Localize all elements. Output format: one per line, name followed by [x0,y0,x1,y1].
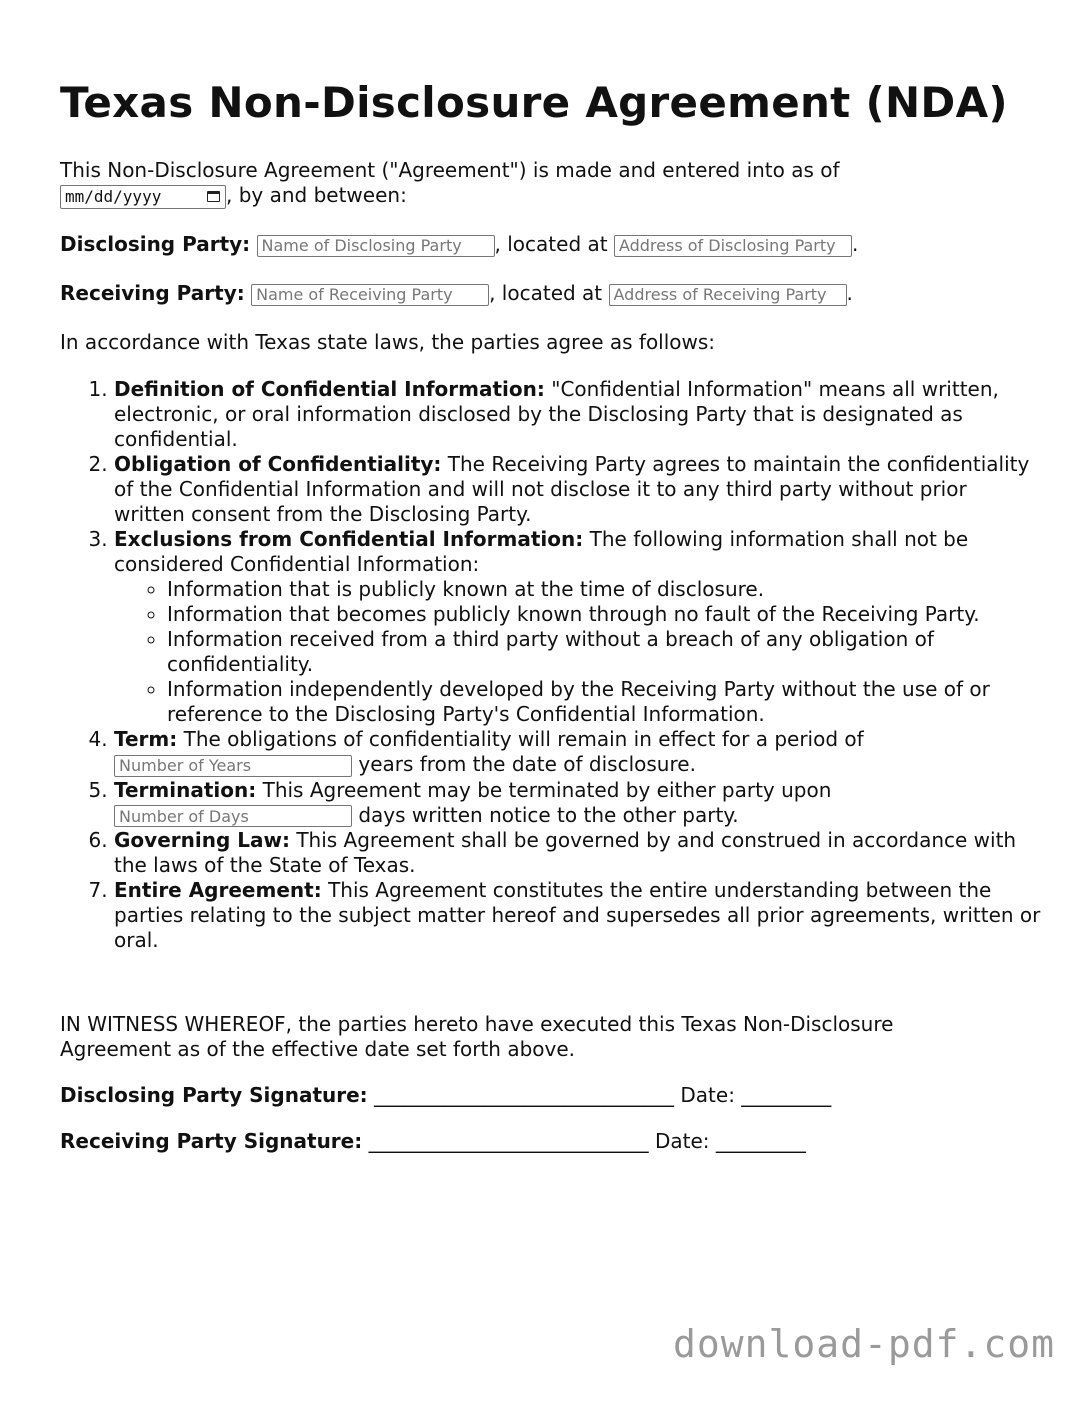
term-item [114,727,1042,778]
term-after-text: days written notice to the other party. [358,802,739,827]
receiving-party-address-input[interactable] [609,284,847,306]
term-title: Definition of Confidential Information: [114,377,545,401]
term-item [114,828,1042,878]
located-at-text: , located at [489,281,603,305]
intro-after-date: , by and between: [226,183,407,207]
period: . [846,281,853,305]
disclosing-party-address-input[interactable] [614,235,852,257]
accordance-text: In accordance with Texas state laws, the parties agree as follows: [60,330,716,354]
number-of-years-input[interactable] [114,755,352,777]
term-item [114,778,1042,829]
term-text: This Agreement constitutes the entire understanding between the parties relating to the subject matter hereof and supersedes all prior agreements, written or oral. [114,878,1041,952]
disclosing-party-line [60,232,858,257]
date-label: Date: [654,1129,710,1153]
receiving-party-name-input[interactable] [251,284,489,306]
term-item [114,452,1042,527]
period: . [851,232,859,256]
term-title: Exclusions from Confidential Information: [114,527,584,551]
signature-blank: ____________________________ [368,1129,649,1153]
receiving-signature-label: Receiving Party Signature: [60,1129,363,1153]
calendar-icon[interactable] [207,191,220,202]
signature-blank: ______________________________ [374,1083,675,1107]
term-item [114,878,1042,953]
term-text: The following information shall not be considered Confidential Information: [114,527,969,576]
exclusion-item: ◦ Information received from a third party without a breach of any obligation of confidentiality. [167,627,1042,677]
exclusions-list [114,577,1042,727]
term-title: Termination: [114,777,257,802]
term-item [114,527,1042,727]
disclosing-party-name-input[interactable] [257,235,495,257]
witness-paragraph: IN WITNESS WHEREOF, the parties hereto have executed this Texas Non-Disclosure Agreement as of the effective date set forth above. [60,1012,894,1061]
watermark: download-pdf.com [672,1322,1055,1366]
term-text: The obligations of confidentiality will remain in effect for a period of [183,727,864,751]
term-title: Obligation of Confidentiality: [114,452,442,476]
term-text: "Confidential Information" means all written, electronic, or oral information disclosed by the Disclosing Party that is designated as confidential. [114,377,999,451]
intro-paragraph [60,158,960,209]
term-text: This Agreement may be terminated by either party upon [262,777,832,802]
exclusion-item: ◦ Information that is publicly known at the time of disclosure. [167,577,1042,602]
term-item [114,377,1042,452]
date-blank: _________ [741,1083,832,1107]
receiving-signature-line [60,1129,806,1154]
term-text: The Receiving Party agrees to maintain the confidentiality of the Confidential Information and will not disclose it to any third party without prior written consent from the Disclosing Party. [114,452,1030,526]
effective-date-input[interactable] [60,185,226,209]
receiving-party-label: Receiving Party: [60,281,245,305]
term-title: Entire Agreement: [114,878,322,902]
term-title: Governing Law: [114,828,290,852]
intro-text: This Non-Disclosure Agreement ("Agreement") is made and entered into as of [60,158,840,182]
date-placeholder: mm/dd/yyyy [65,186,162,206]
term-after-text: years from the date of disclosure. [358,752,696,776]
exclusion-item: ◦ Information that becomes publicly known through no fault of the Receiving Party. [167,602,1042,627]
term-text: This Agreement shall be governed by and construed in accordance with the laws of the State of Texas. [114,828,1017,877]
number-of-days-input[interactable] [114,805,352,827]
term-title: Term: [114,727,178,751]
disclosing-party-label: Disclosing Party: [60,232,251,256]
page-title: Texas Non-Disclosure Agreement (NDA) [60,78,1008,127]
exclusion-item: ◦ Information independently developed by the Receiving Party without the use of or reference to the Disclosing Party's Confidential Information. [167,677,1042,727]
disclosing-signature-line [60,1083,831,1108]
receiving-party-line [60,281,853,306]
terms-list [60,377,1042,953]
disclosing-signature-label: Disclosing Party Signature: [60,1083,368,1107]
date-blank: _________ [715,1129,806,1153]
located-at-text: , located at [494,232,608,256]
date-label: Date: [680,1083,735,1107]
